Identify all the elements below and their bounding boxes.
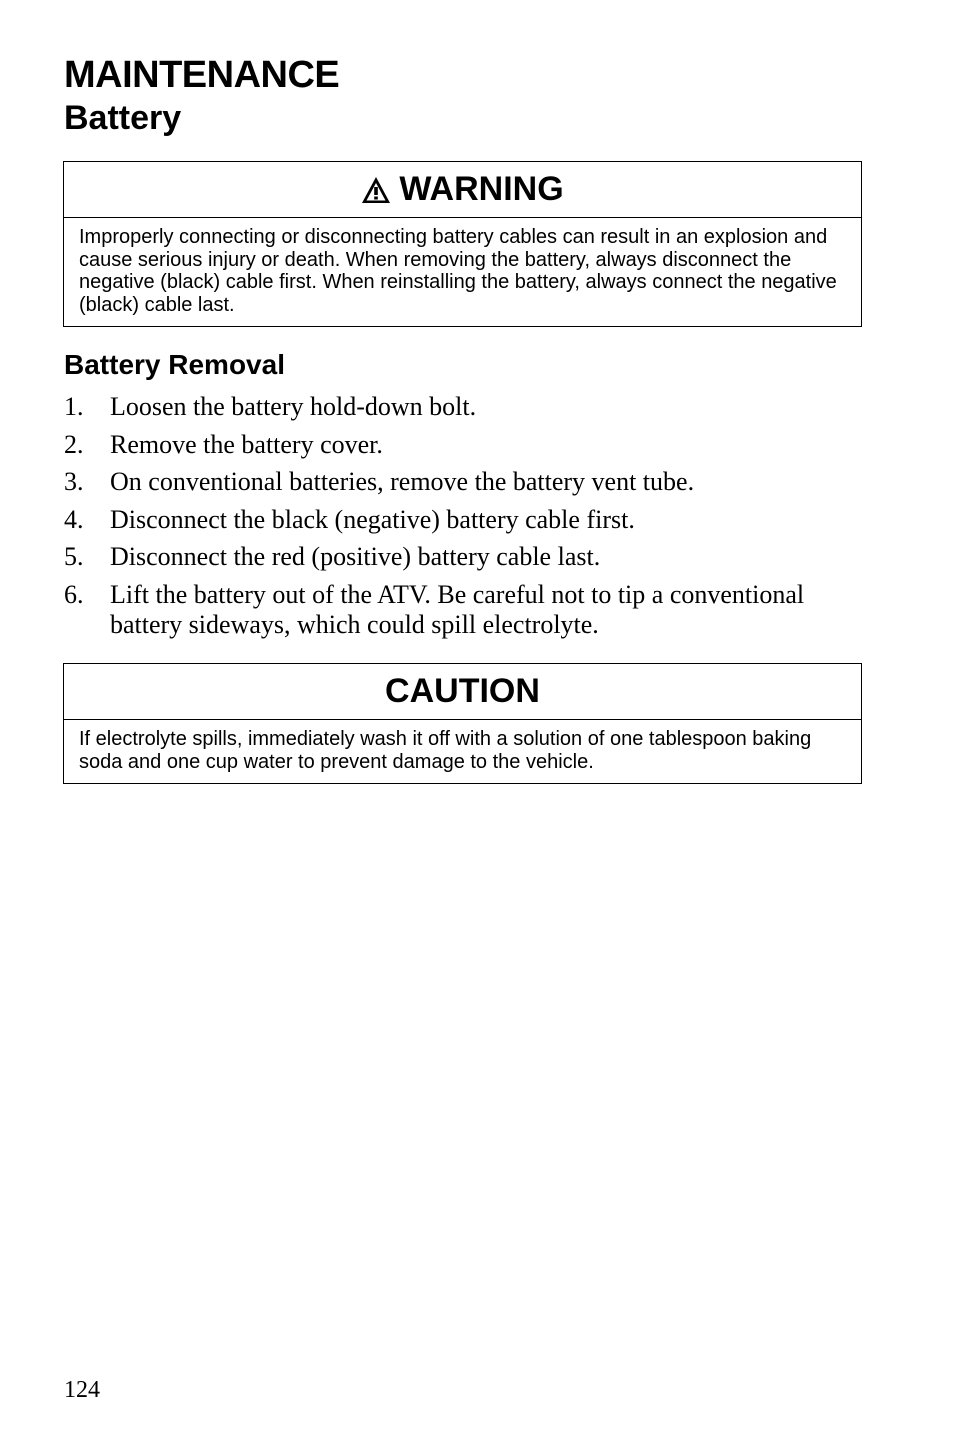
step-text: Lift the battery out of the ATV. Be careful not to tip a conventional battery sideways, which could spill electrolyte.: [110, 579, 805, 639]
step-text: Loosen the battery hold-down bolt.: [110, 392, 477, 421]
step-text: On conventional batteries, remove the battery vent tube.: [110, 467, 695, 496]
caution-box: [63, 663, 862, 784]
step-number: 5.: [64, 542, 84, 571]
warning-header: [64, 162, 861, 218]
warning-box: [63, 161, 862, 327]
caution-title: CAUTION: [385, 672, 540, 710]
step-number: 4.: [64, 504, 84, 534]
list-item: [64, 392, 864, 422]
warning-text: Improperly connecting or disconnecting battery cables can result in an explosion and cause serious injury or death. When removing the battery, always disconnect the negative (black) cable first. When reinstalling the battery, always connect the negative (black) cable last.: [79, 226, 837, 316]
step-text: Disconnect the red (positive) battery cable last.: [110, 542, 601, 571]
list-item: [64, 430, 864, 460]
list-item: [64, 467, 864, 497]
section-title: MAINTENANCE: [64, 54, 340, 96]
list-item: [64, 542, 864, 572]
caution-header: [64, 664, 861, 720]
battery-removal-heading: Battery Removal: [64, 349, 285, 380]
step-number: 2.: [64, 429, 84, 459]
list-item: [64, 580, 864, 640]
removal-steps-list: [64, 392, 864, 647]
list-item: [64, 505, 864, 535]
warning-triangle-icon: [361, 176, 391, 204]
step-text: Disconnect the black (negative) battery cable first.: [110, 504, 635, 534]
step-number: 1.: [64, 392, 84, 421]
page-title: Battery: [64, 99, 182, 137]
page-number: 124: [64, 1377, 100, 1403]
step-text: Remove the battery cover.: [110, 429, 383, 459]
step-number: 3.: [64, 467, 84, 496]
step-number: 6.: [64, 579, 84, 609]
warning-title: WARNING: [399, 170, 564, 208]
caution-text: If electrolyte spills, immediately wash it off with a solution of one tablespoon baking soda and one cup water to prevent damage to the vehicle.: [79, 728, 812, 773]
